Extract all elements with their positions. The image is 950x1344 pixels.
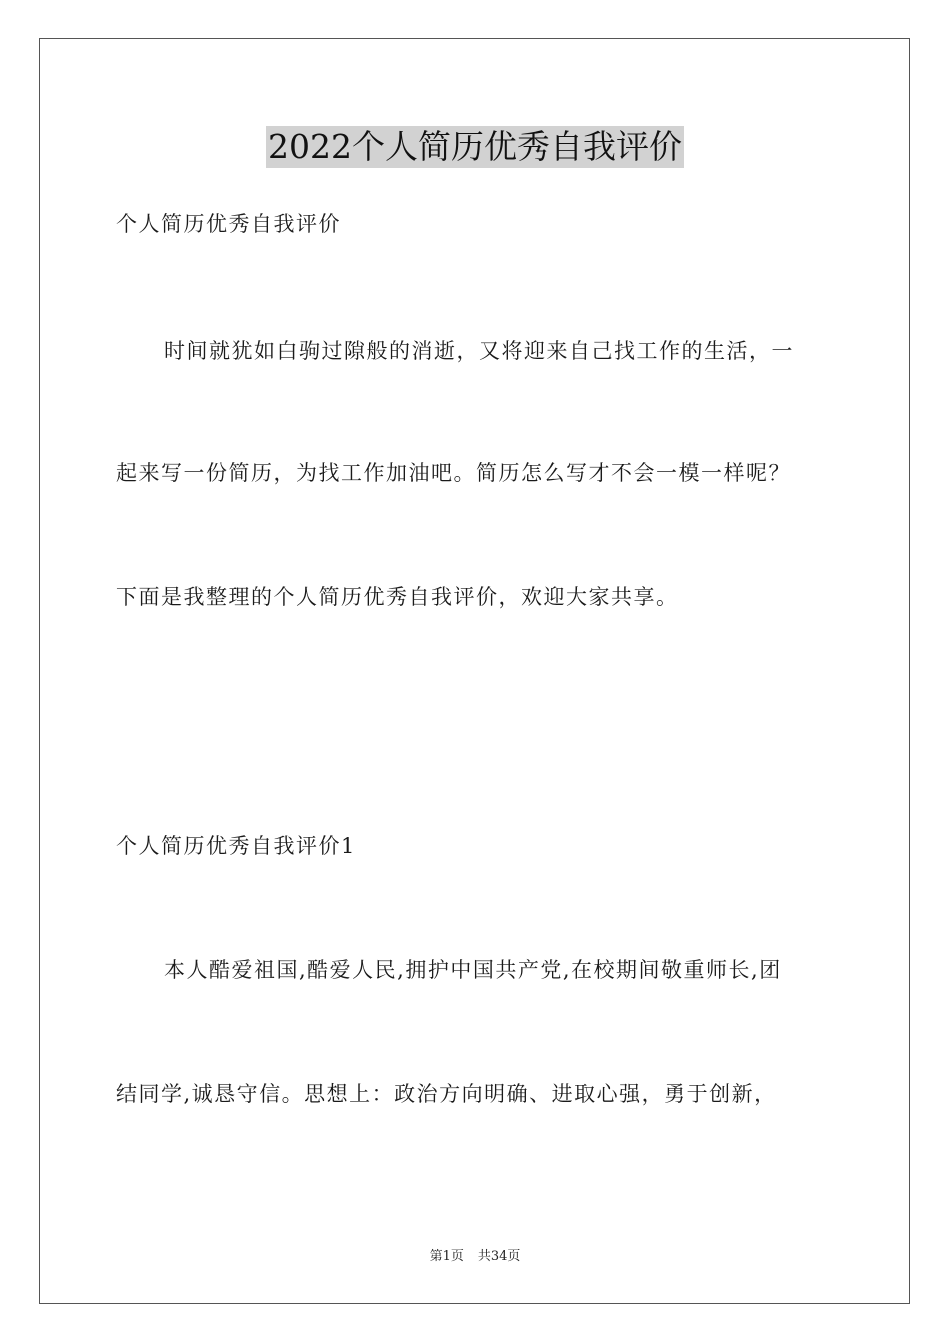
section-line-1: 本人酷爱祖国,酷爱人民,拥护中国共产党,在校期间敬重师长,团 — [164, 958, 782, 982]
intro-line-2: 起来写一份简历，为找工作加油吧。简历怎么写才不会一模一样呢？ — [116, 461, 791, 485]
page-number-current: 第1页 — [429, 1249, 464, 1264]
section-line-2: 结同学,诚恳守信。思想上：政治方向明确、进取心强，勇于创新， — [116, 1082, 777, 1106]
document-subtitle: 个人简历优秀自我评价 — [116, 212, 341, 236]
title-container — [0, 126, 950, 168]
intro-line-3: 下面是我整理的个人简历优秀自我评价，欢迎大家共享。 — [116, 585, 679, 609]
intro-line-1: 时间就犹如白驹过隙般的消逝，又将迎来自己找工作的生活，一 — [164, 339, 794, 363]
document-title: 2022个人简历优秀自我评价 — [268, 127, 682, 166]
page-footer — [0, 1248, 950, 1266]
page-number-total: 共34页 — [477, 1249, 521, 1264]
section-heading: 个人简历优秀自我评价1 — [116, 834, 356, 858]
